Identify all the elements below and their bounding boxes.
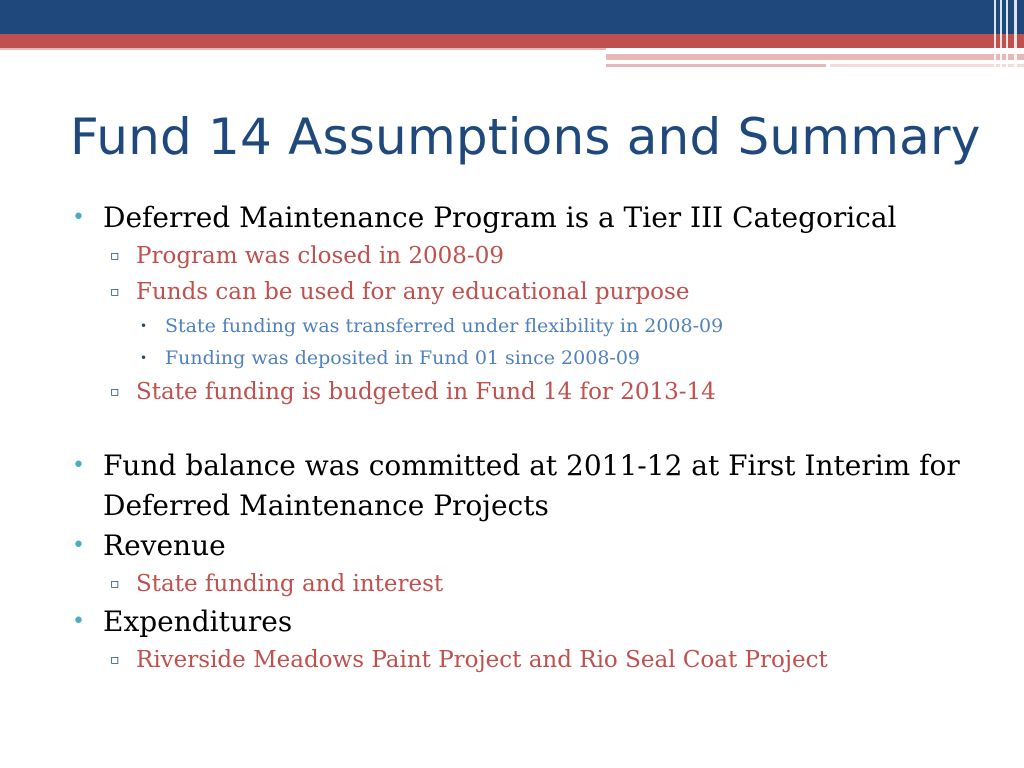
sub-bullet-item — [72, 274, 972, 310]
dot-bullet-icon: • — [140, 351, 148, 365]
bullet-text: Revenue — [103, 529, 226, 562]
sub-bullet-text: State funding is budgeted in Fund 14 for 2013-14 — [136, 379, 716, 405]
header-tab-line — [606, 54, 1024, 60]
dot-bullet-icon: • — [140, 319, 148, 333]
bullet-dot-icon: • — [72, 205, 85, 230]
square-bullet-icon: ▫ — [110, 284, 120, 300]
header-stripes — [990, 0, 1024, 70]
square-bullet-icon: ▫ — [110, 576, 120, 592]
slide-title: Fund 14 Assumptions and Summary — [70, 108, 981, 166]
bullet-item — [72, 198, 972, 238]
sub-bullet-text: Program was closed in 2008-09 — [136, 243, 504, 269]
square-bullet-icon: ▫ — [110, 384, 120, 400]
spacer — [72, 410, 972, 446]
sub-bullet-text: Funds can be used for any educational purpose — [136, 279, 690, 305]
bullet-text: Fund balance was committed at 2011-12 at First Interim for Deferred Maintenance Projects — [103, 449, 960, 522]
sub-bullet-item — [72, 374, 972, 410]
sub-bullet-item — [72, 566, 972, 602]
sub-bullet-item — [72, 642, 972, 678]
sub-bullet-item — [72, 238, 972, 274]
bullet-list — [72, 198, 972, 678]
sub-sub-bullet-item — [72, 310, 972, 342]
bullet-text: Expenditures — [103, 605, 293, 638]
header-blue-band — [0, 0, 1024, 34]
bullet-item — [72, 526, 972, 566]
sub-sub-bullet-item — [72, 342, 972, 374]
bullet-text: Deferred Maintenance Program is a Tier III Categorical — [103, 201, 897, 234]
sub-bullet-text: Riverside Meadows Paint Project and Rio Seal Coat Project — [136, 647, 828, 673]
square-bullet-icon: ▫ — [110, 652, 120, 668]
bullet-item — [72, 446, 972, 526]
square-bullet-icon: ▫ — [110, 248, 120, 264]
bullet-dot-icon: • — [72, 453, 85, 478]
sub-bullet-text: State funding and interest — [136, 571, 444, 597]
sub-sub-bullet-text: Funding was deposited in Fund 01 since 2008-09 — [165, 347, 640, 369]
header-tab-line — [606, 64, 826, 67]
bullet-item — [72, 602, 972, 642]
header-red-band — [0, 34, 1024, 48]
bullet-dot-icon: • — [72, 533, 85, 558]
sub-sub-bullet-text: State funding was transferred under flexibility in 2008-09 — [165, 315, 724, 337]
bullet-dot-icon: • — [72, 609, 85, 634]
